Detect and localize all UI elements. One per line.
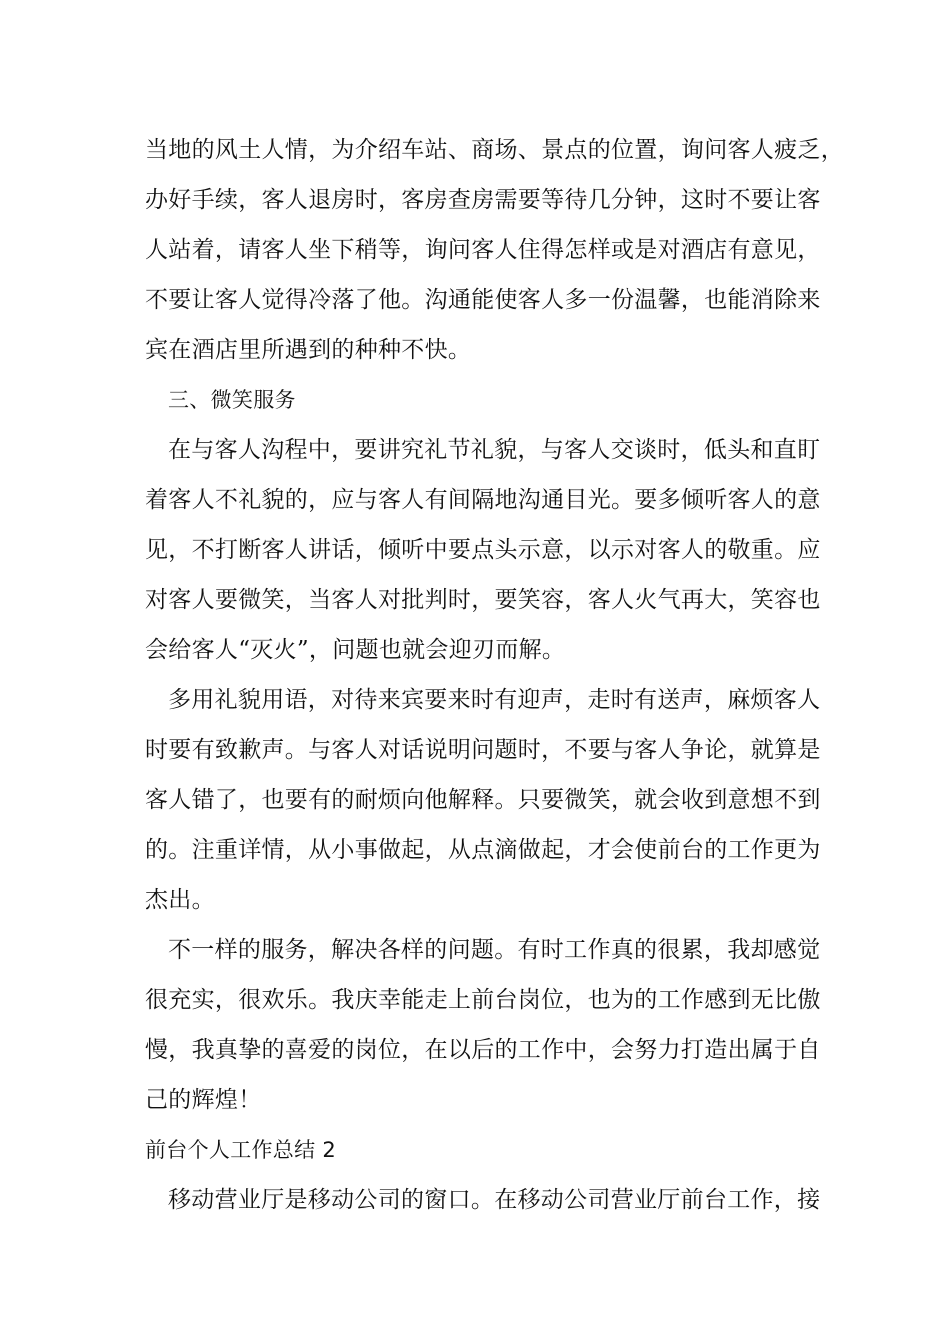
body-line-15: 的。注重详情，从小事做起，从点滴做起，才会使前台的工作更为 [145, 837, 821, 863]
body-line-4: 不要让客人觉得冷落了他。沟通能使客人多一份温馨，也能消除来 [145, 287, 821, 313]
body-line-18: 很充实，很欢乐。我庆幸能走上前台岗位，也为的工作感到无比傲 [145, 987, 821, 1013]
body-line-10: 对客人要微笑，当客人对批判时，要笑容，客人火气再大，笑容也 [145, 587, 821, 613]
section-heading-smile-service: 三、微笑服务 [168, 388, 296, 412]
body-line-14: 客人错了，也要有的耐烦向他解释。只要微笑，就会收到意想不到 [145, 787, 821, 813]
body-line-16: 杰出。 [145, 887, 215, 913]
body-line-3: 人站着，请客人坐下稍等，询问客人住得怎样或是对酒店有意见， [145, 237, 821, 263]
body-line-13: 时要有致歉声。与客人对话说明问题时，不要与客人争论，就算是 [145, 737, 821, 763]
body-line-19: 慢，我真挚的喜爱的岗位，在以后的工作中，会努力打造出属于自 [145, 1037, 821, 1063]
body-line-5: 宾在酒店里所遇到的种种不快。 [145, 337, 472, 363]
body-line-17: 不一样的服务，解决各样的问题。有时工作真的很累，我却感觉 [168, 937, 821, 963]
section-title-summary-2: 前台个人工作总结 2 [145, 1138, 337, 1162]
body-line-9: 见，不打断客人讲话，倾听中要点头示意，以示对客人的敬重。应 [145, 537, 821, 563]
body-line-11: 会给客人“灭火”，问题也就会迎刃而解。 [145, 637, 566, 663]
body-line-12: 多用礼貌用语，对待来宾要来时有迎声，走时有送声，麻烦客人 [168, 687, 821, 713]
body-line-20: 己的辉煌！ [145, 1087, 262, 1113]
body-line-22: 移动营业厅是移动公司的窗口。在移动公司营业厅前台工作，接 [168, 1187, 821, 1213]
body-line-8: 着客人不礼貌的，应与客人有间隔地沟通目光。要多倾听客人的意 [145, 487, 821, 513]
body-line-1: 当地的风土人情，为介绍车站、商场、景点的位置，询问客人疲乏， [145, 137, 844, 163]
body-line-7: 在与客人沟程中，要讲究礼节礼貌，与客人交谈时，低头和直盯 [168, 437, 821, 463]
body-line-2: 办好手续，客人退房时，客房查房需要等待几分钟，这时不要让客 [145, 187, 821, 213]
